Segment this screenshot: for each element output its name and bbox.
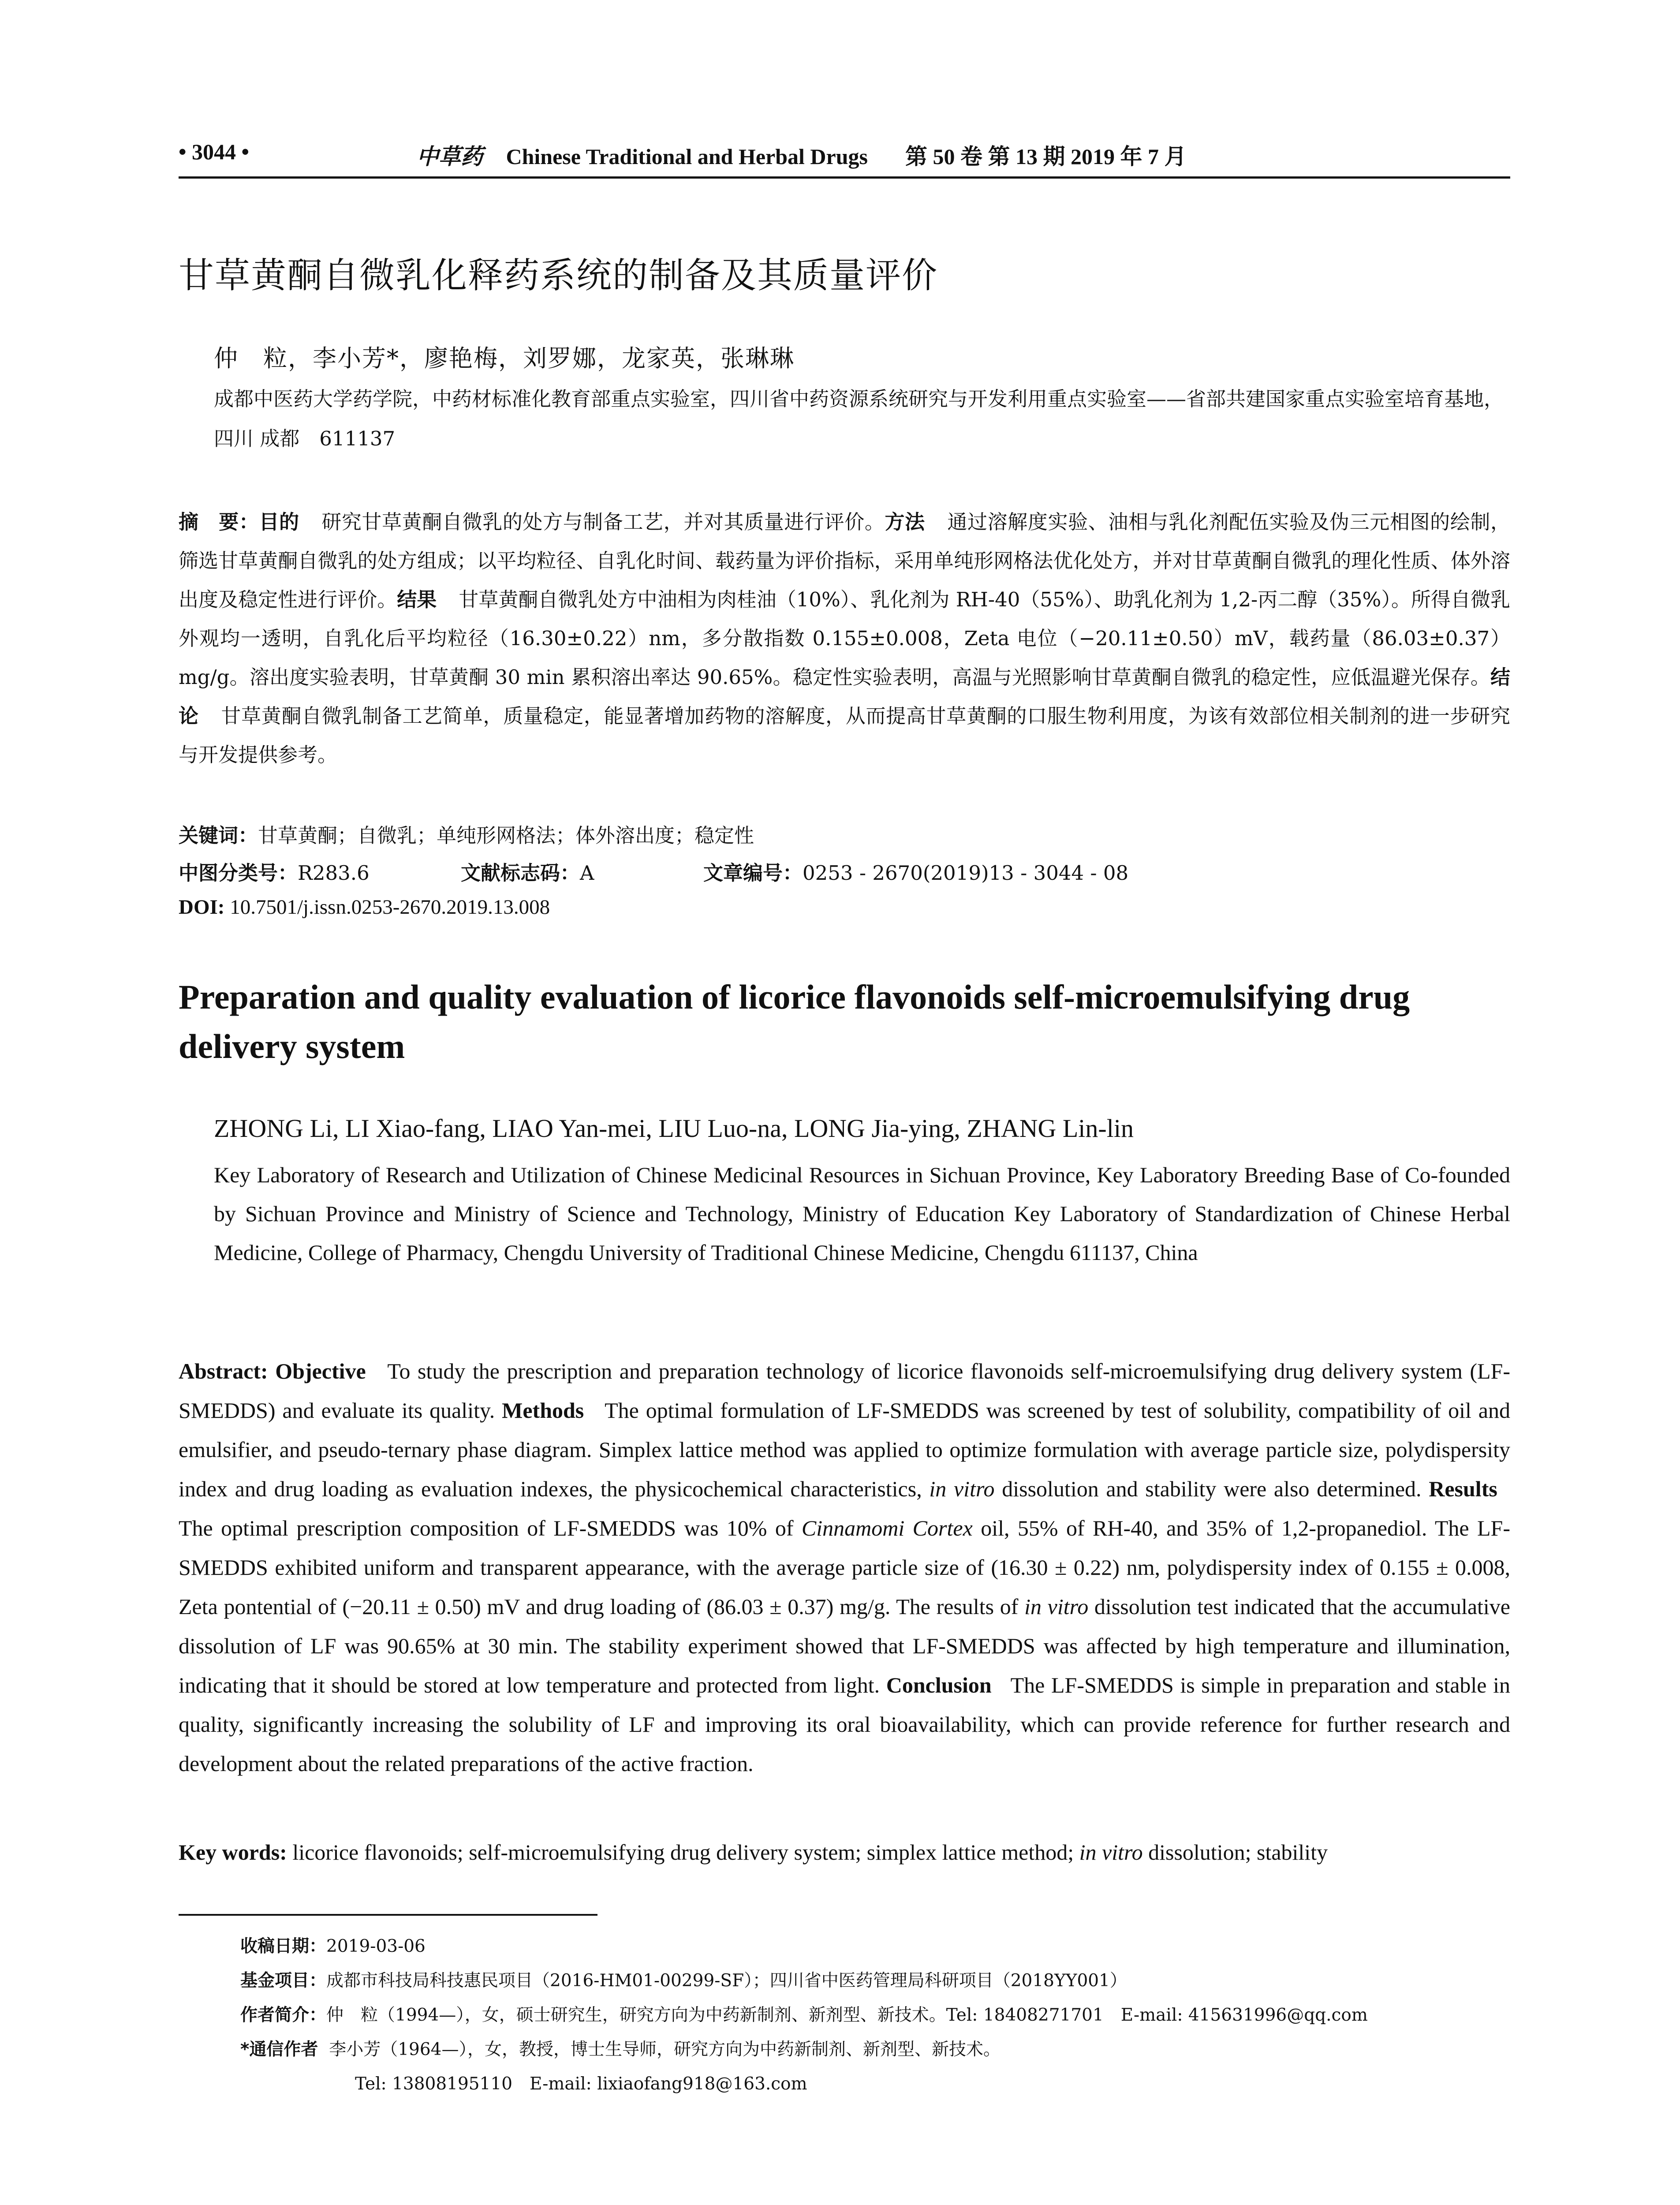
- en-conclusion: The LF-SMEDDS is simple in preparation and stable in quality, significantly increasing the solubility of LF and improving its oral bioavailability, which can provide reference for further research and development about the related preparations of the active fraction.: [179, 1673, 1510, 1776]
- cn-keywords-label: 关键词：: [179, 824, 258, 847]
- received-date: 收稿日期：2019-03-06: [240, 1936, 426, 1956]
- en-title: Preparation and quality evaluation of licorice flavonoids self-microemulsifying drug delivery system: [179, 978, 1410, 1065]
- footnote-rule: [179, 1914, 597, 1916]
- en-keywords-b: dissolution; stability: [1148, 1840, 1328, 1865]
- cinnamomi-term: Cinnamomi Cortex: [801, 1516, 973, 1540]
- cn-methods-label: 方法: [885, 510, 925, 534]
- cn-title: 甘草黄酮自微乳化释药系统的制备及其质量评价: [179, 255, 938, 296]
- page-number: • 3044 •: [179, 139, 250, 164]
- doc-code-value: A: [580, 861, 594, 885]
- journal-info: [417, 139, 1186, 171]
- en-keywords-a: licorice flavonoids; self-microemulsifying drug delivery system; simplex lattice method;: [292, 1840, 1074, 1865]
- cn-abstract: [179, 503, 1510, 774]
- classification-line: [179, 858, 1510, 889]
- en-methods-label: Methods: [502, 1398, 584, 1423]
- cn-affiliation: 成都中医药大学药学院，中药材标准化教育部重点实验室，四川省中药资源系统研究与开发利用重点实验室——省部共建国家重点实验室培育基地，四川 成都 611137: [214, 387, 1504, 450]
- en-keywords-label: Key words:: [179, 1840, 287, 1865]
- cn-keywords: [179, 820, 1510, 851]
- cn-authors: 仲 粒，李小芳*，廖艳梅，刘罗娜，龙家英，张琳琳: [214, 344, 795, 372]
- author-bio: 作者简介：仲 粒（1994—），女，硕士研究生，研究方向为中药新制剂、新剂型、新技术。Tel: 18408271701 E-mail: 415631996@qq.com: [240, 2005, 1368, 2025]
- en-affiliation: Key Laboratory of Research and Utilization of Chinese Medicinal Resources in Sichuan Province, Key Laboratory Breeding Base of Co-founded by Sichuan Province and Ministry of Science and Technology, Ministry of Education Key Laboratory of Standardization of Chinese Herbal Medicine, College of Pharmacy, Chengdu University of Traditional Chinese Medicine, Chengdu 611137, China: [214, 1162, 1510, 1265]
- in-vitro-term: in vitro: [929, 1476, 995, 1501]
- in-vitro-term: in vitro: [1079, 1840, 1143, 1865]
- cn-results-label: 结果: [397, 588, 437, 611]
- journal-logo-cn: 中草药: [417, 143, 483, 169]
- en-abstract: [179, 1352, 1510, 1783]
- en-objective-label: Objective: [275, 1359, 366, 1383]
- running-header: [179, 139, 1510, 174]
- cn-results: 甘草黄酮自微乳处方中油相为肉桂油（10%）、乳化剂为 RH-40（55%）、助乳化剂为 1,2-丙二醇（35%）。所得自微乳外观均一透明，自乳化后平均粒径（16.30±0.22）nm，多分散指数 0.155±0.008，Zeta 电位（−20.11±0.50）mV，载药量（86.03±0.37）mg/g。溶出度实验表明，甘草黄酮 30 min 累积溶出率达 90.65%。稳定性实验表明，高温与光照影响甘草黄酮自微乳的稳定性，应低温避光保存。: [179, 588, 1510, 689]
- corresponding-author: *通信作者 李小芳（1964—），女，教授，博士生导师，研究方向为中药新制剂、新剂型、新技术。: [240, 2040, 1001, 2059]
- clc-label: 中图分类号：: [179, 861, 298, 885]
- en-objective: To study the prescription and preparation technology of licorice flavonoids self-microemulsifying drug delivery system (LF-SMEDDS) and evaluate its quality.: [179, 1359, 1511, 1423]
- cn-conclusion-label: 结论: [179, 665, 1510, 728]
- en-methods-b: dissolution and stability were also determined.: [1002, 1476, 1422, 1501]
- doi-value[interactable]: 10.7501/j.issn.0253-2670.2019.13.008: [230, 896, 550, 919]
- cn-methods: 通过溶解度实验、油相与乳化剂配伍实验及伪三元相图的绘制，筛选甘草黄酮自微乳的处方组成；以平均粒径、自乳化时间、载药量为评价指标，采用单纯形网格法优化处方，并对甘草黄酮自微乳的理化性质、体外溶出度及稳定性进行评价。: [179, 510, 1510, 611]
- en-authors: ZHONG Li, LI Xiao-fang, LIAO Yan-mei, LIU Luo-na, LONG Jia-ying, ZHANG Lin-lin: [214, 1114, 1134, 1143]
- fund-info: 基金项目：成都市科技局科技惠民项目（2016-HM01-00299-SF）；四川省中医药管理局科研项目（2018YY001）: [240, 1971, 1127, 1991]
- cn-conclusion: 甘草黄酮自微乳制备工艺简单，质量稳定，能显著增加药物的溶解度，从而提高甘草黄酮的口服生物利用度，为该有效部位相关制剂的进一步研究与开发提供参考。: [179, 704, 1510, 766]
- corresponding-contact: Tel: 13808195110 E-mail: lixiaofang918@163.com: [355, 2074, 807, 2094]
- en-results-c: dissolution test indicated that the accumulative dissolution of LF was 90.65% at 30 min. The stability experiment showed that LF-SMEDDS was affected by high temperature and illumination, indicating that it should be stored at low temperature and protected from light.: [179, 1594, 1511, 1697]
- en-results-a: The optimal prescription composition of LF-SMEDDS was 10% of: [179, 1516, 794, 1540]
- doc-code-label: 文献标志码：: [461, 861, 580, 885]
- en-methods-a: The optimal formulation of LF-SMEDDS was screened by test of solubility, compatibility of oil and emulsifier, and pseudo-ternary phase diagram. Simplex lattice method was applied to optimize formulation with average particle size, polydispersity index and drug loading as evaluation indexes, the physicochemical characteristics,: [179, 1398, 1510, 1501]
- cn-objective-label: 目的: [259, 510, 299, 534]
- footnotes: [240, 1929, 1510, 2101]
- cn-abstract-label: 摘 要：: [179, 510, 259, 534]
- en-conclusion-label: Conclusion: [886, 1673, 992, 1697]
- article-no-label: 文章编号：: [703, 861, 803, 885]
- journal-name-en: Chinese Traditional and Herbal Drugs: [506, 144, 868, 169]
- article-no-value: 0253 - 2670(2019)13 - 3044 - 08: [803, 861, 1129, 885]
- header-rule: [179, 176, 1510, 179]
- doi-label: DOI:: [179, 896, 225, 919]
- cn-keywords-text: 甘草黄酮；自微乳；单纯形网格法；体外溶出度；稳定性: [258, 824, 754, 847]
- in-vitro-term: in vitro: [1024, 1594, 1089, 1619]
- journal-issue: 第 50 卷 第 13 期 2019 年 7 月: [905, 144, 1187, 169]
- en-keywords: [179, 1837, 1510, 1868]
- en-results-label: Results: [1429, 1476, 1497, 1501]
- doi-line: [179, 895, 550, 919]
- en-results-b: oil, 55% of RH-40, and 35% of 1,2-propanediol. The LF-SMEDDS exhibited uniform and transparent appearance, with the average particle size of (16.30 ± 0.22) nm, polydispersity index of 0.155 ± 0.008, Zeta pontential of (−20.11 ± 0.50) mV and drug loading of (86.03 ± 0.37) mg/g. The results of: [179, 1516, 1511, 1619]
- clc-value: R283.6: [298, 861, 370, 885]
- cn-objective: 研究甘草黄酮自微乳的处方与制备工艺，并对其质量进行评价。: [321, 510, 885, 534]
- en-abstract-label: Abstract:: [179, 1359, 268, 1383]
